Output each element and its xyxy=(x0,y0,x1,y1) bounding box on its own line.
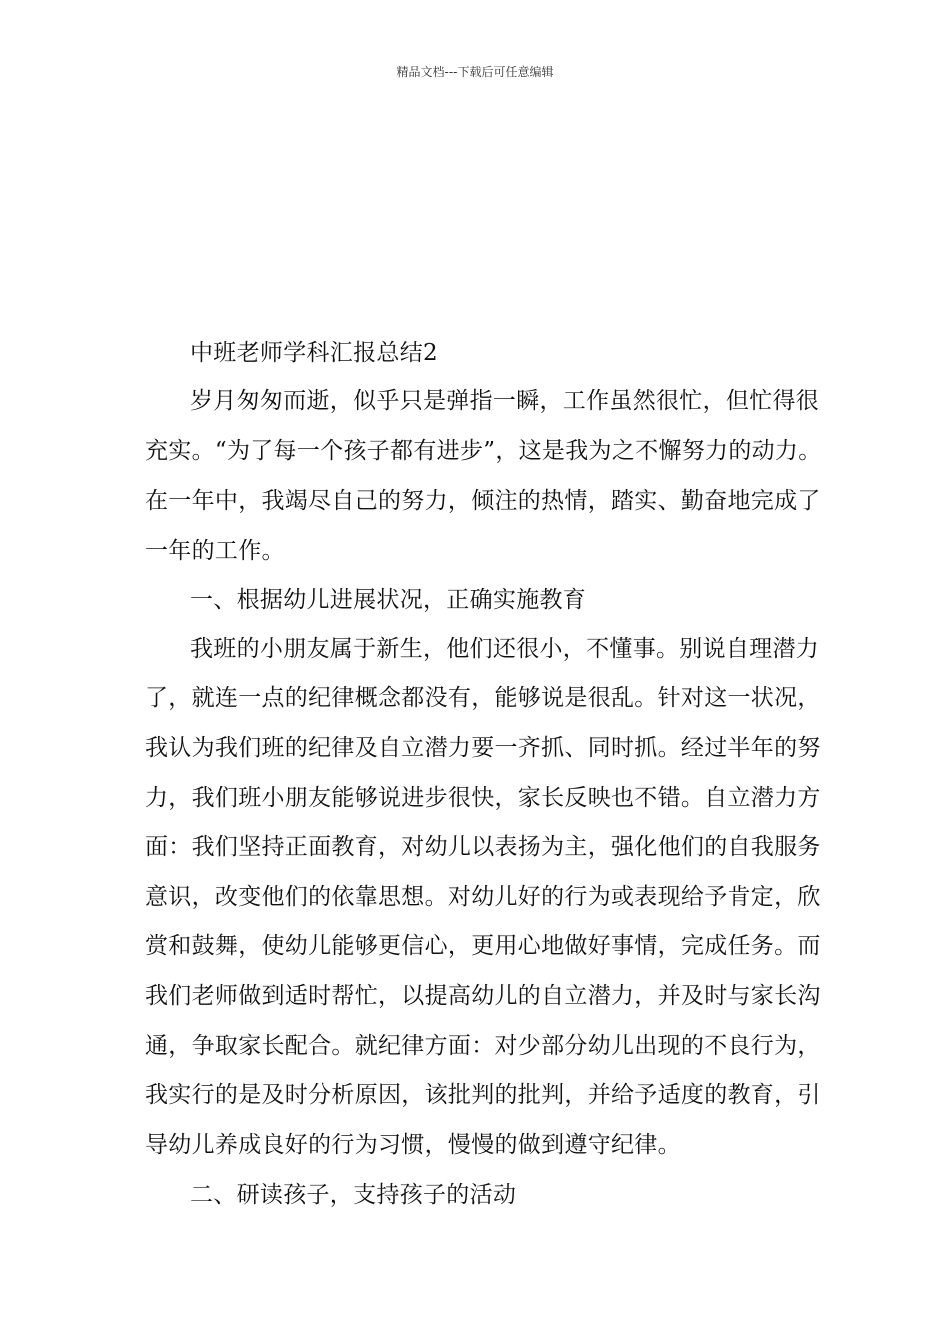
paragraph-line: 岁月匆匆而逝，似乎只是弹指一瞬，工作虽然很忙，但忙得很 xyxy=(190,388,820,414)
paragraph-line: 我实行的是及时分析原因，该批判的批判，并给予适度的教育，引 xyxy=(145,1082,821,1108)
page-header-note: 精品文档---下载后可任意编辑 xyxy=(396,65,554,79)
paragraph-line: 面：我们坚持正面教育，对幼儿以表扬为主，强化他们的自我服务 xyxy=(145,834,821,860)
section-heading: 二、研读孩子，支持孩子的活动 xyxy=(190,1182,517,1208)
paragraph-line: 我班的小朋友属于新生，他们还很小，不懂事。别说自理潜力 xyxy=(190,636,820,662)
paragraph-line: 充实。“为了每一个孩子都有进步”，这是我为之不懈努力的动力。 xyxy=(145,438,822,464)
paragraph-line: 意识，改变他们的依靠思想。对幼儿好的行为或表现给予肯定，欣 xyxy=(145,884,821,910)
paragraph-line: 在一年中，我竭尽自己的努力，倾注的热情，踏实、勤奋地完成了 xyxy=(145,488,821,514)
paragraph-line: 通，争取家长配合。就纪律方面：对少部分幼儿出现的不良行为， xyxy=(145,1033,821,1059)
paragraph-line: 我认为我们班的纪律及自立潜力要一齐抓、同时抓。经过半年的努 xyxy=(145,735,821,761)
paragraph-line: 导幼儿养成良好的行为习惯，慢慢的做到遵守纪律。 xyxy=(145,1132,681,1158)
paragraph-line: 我们老师做到适时帮忙，以提高幼儿的自立潜力，并及时与家长沟 xyxy=(145,983,821,1009)
document-title: 中班老师学科汇报总结2 xyxy=(190,340,438,366)
section-heading: 一、根据幼儿进展状况，正确实施教育 xyxy=(190,587,587,613)
paragraph-line: 力，我们班小朋友能够说进步很快，家长反映也不错。自立潜力方 xyxy=(145,785,821,811)
paragraph-line: 赏和鼓舞，使幼儿能够更信心，更用心地做好事情，完成任务。而 xyxy=(145,933,821,959)
paragraph-line: 一年的工作。 xyxy=(145,538,285,564)
paragraph-line: 了，就连一点的纪律概念都没有，能够说是很乱。针对这一状况， xyxy=(145,685,821,711)
